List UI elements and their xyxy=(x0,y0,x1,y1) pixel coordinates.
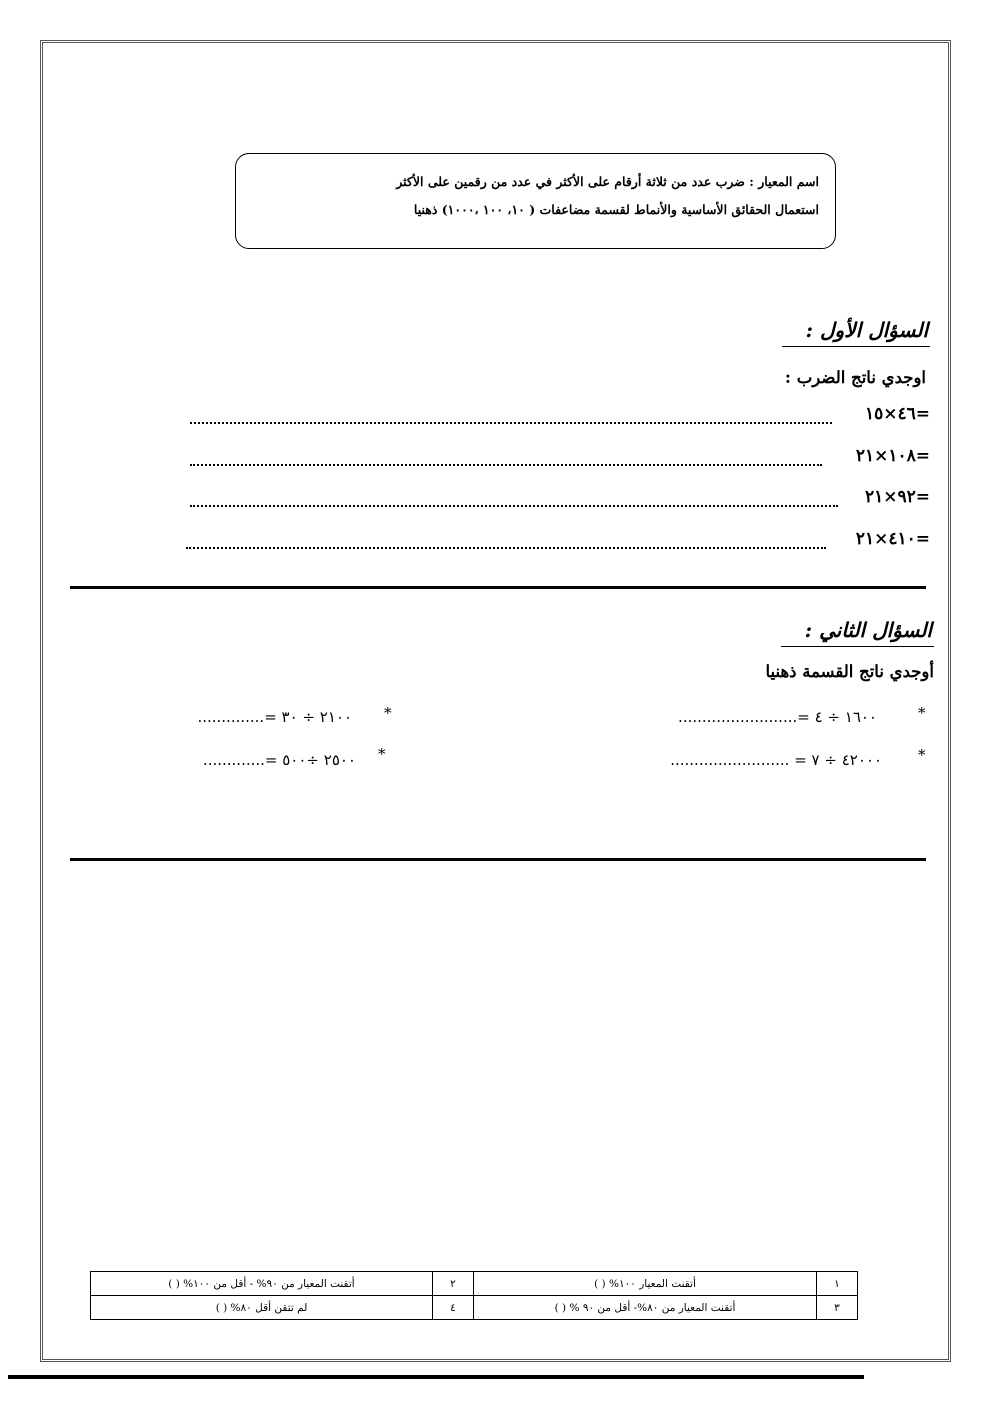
multiplication-item-1 xyxy=(190,404,930,430)
division-item-1[interactable]: ١٦٠٠ ÷ ٤ =......................... xyxy=(678,708,877,726)
question-2-instruction: أوجدي ناتج القسمة ذهنيا xyxy=(765,662,934,681)
bullet-star: * xyxy=(378,745,386,763)
rating-number: ٤ xyxy=(433,1296,474,1320)
rating-option[interactable]: أتقنت المعيار ١٠٠% ( ) xyxy=(474,1272,817,1296)
criterion-title: اسم المعيار : ضرب عدد من ثلاثة أرقام على الأكثر في عدد من رقمين على الأكثر xyxy=(396,174,819,189)
bullet-star: * xyxy=(918,704,926,722)
rating-option[interactable]: لم تتقن أقل ٨٠% ( ) xyxy=(91,1296,433,1320)
multiplication-expression: ٤١٠×٢١= xyxy=(855,529,930,549)
rating-option[interactable]: أتقنت المعيار من ٩٠% - أقل من ١٠٠% ( ) xyxy=(91,1272,433,1296)
question-1-title: السؤال الأول : xyxy=(782,318,930,347)
question-1-instruction: اوجدي ناتج الضرب : xyxy=(784,368,926,387)
rating-number: ٣ xyxy=(817,1296,858,1320)
table-row xyxy=(91,1296,858,1320)
section-divider xyxy=(70,586,926,589)
footer-rule xyxy=(8,1375,864,1379)
section-divider xyxy=(70,858,926,861)
division-item-3[interactable]: ٤٢٠٠٠ ÷ ٧ = ......................... xyxy=(670,751,882,769)
answer-line[interactable] xyxy=(190,464,822,466)
division-item-2[interactable]: ٢١٠٠ ÷ ٣٠ =.............. xyxy=(197,708,352,726)
rating-option[interactable]: أتقنت المعيار من ٨٠%- أقل من ٩٠ % ( ) xyxy=(474,1296,817,1320)
bullet-star: * xyxy=(918,746,926,764)
criterion-box xyxy=(235,153,836,249)
rating-number: ٢ xyxy=(433,1272,474,1296)
answer-line[interactable] xyxy=(190,422,832,424)
division-item-4[interactable]: ٢٥٠٠ ÷٥٠٠ =............. xyxy=(202,751,356,769)
multiplication-expression: ١٠٨×٢١= xyxy=(855,446,930,466)
answer-line[interactable] xyxy=(190,505,838,507)
rating-table xyxy=(90,1271,858,1320)
multiplication-item-2 xyxy=(190,446,930,472)
multiplication-item-4 xyxy=(186,529,930,555)
table-row xyxy=(91,1272,858,1296)
question-2-title: السؤال الثاني : xyxy=(781,618,934,647)
criterion-subtitle: استعمال الحقائق الأساسية والأنماط لقسمة مضاعفات ( ١٠، ١٠٠ ،١٠٠٠) ذهنيا xyxy=(413,202,819,217)
rating-number: ١ xyxy=(817,1272,858,1296)
bullet-star: * xyxy=(384,704,392,722)
multiplication-expression: ٤٦×١٥= xyxy=(864,404,930,424)
multiplication-expression: ٩٢×٢١= xyxy=(864,487,930,507)
multiplication-item-3 xyxy=(190,487,930,513)
answer-line[interactable] xyxy=(186,547,826,549)
